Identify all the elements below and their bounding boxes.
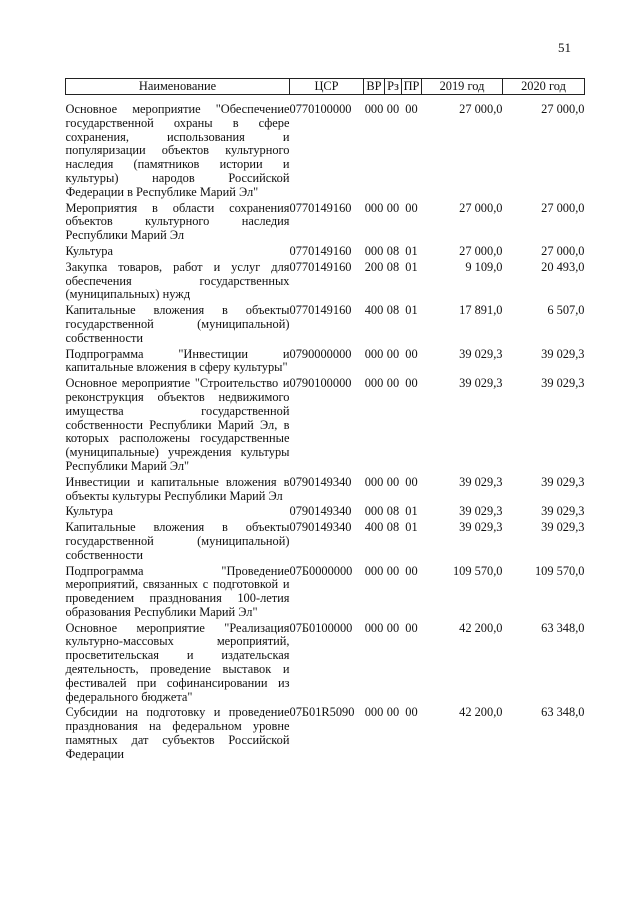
- header-name: Наименование: [66, 79, 290, 95]
- table-row: [66, 95, 585, 200]
- table-row: [66, 243, 585, 259]
- row-vr: 000: [364, 620, 384, 635]
- row-rz: 00: [386, 474, 400, 489]
- table-row: [66, 620, 585, 705]
- row-csr: 0790149340: [289, 474, 352, 489]
- row-vr: 000: [364, 200, 384, 215]
- row-amount-2019: 17 891,0: [459, 303, 503, 318]
- row-amount-2019: 27 000,0: [459, 200, 503, 215]
- row-csr: 0770149160: [289, 259, 352, 274]
- row-name: Капитальные вложения в объекты государственной (муниципальной) собственности: [65, 303, 290, 345]
- row-amount-2020: 20 493,0: [541, 259, 585, 274]
- row-amount-2019: 42 200,0: [459, 705, 503, 720]
- row-amount-2019: 39 029,3: [459, 376, 503, 391]
- row-rz: 08: [386, 259, 400, 274]
- row-amount-2020: 27 000,0: [541, 243, 585, 258]
- row-pr: 00: [405, 102, 418, 116]
- row-amount-2019: 9 109,0: [465, 259, 503, 274]
- row-vr: 000: [364, 504, 384, 519]
- table-row: [66, 503, 585, 519]
- table-row: [66, 563, 585, 620]
- table-row: [66, 346, 585, 376]
- row-name: Основное мероприятие "Реализация культурно-массовых мероприятий, просветительская и издательская деятельность, проведение выставок и фестивалей при софинансировании из федерального бюджета": [65, 620, 290, 704]
- row-amount-2019: 39 029,3: [459, 504, 503, 519]
- row-amount-2020: 27 000,0: [541, 200, 585, 215]
- row-name: Инвестиции и капитальные вложения в объекты культуры Республики Марий Эл: [65, 474, 290, 503]
- row-amount-2019: 42 200,0: [459, 620, 503, 635]
- header-vr: ВР: [364, 79, 385, 95]
- table-row: [66, 375, 585, 474]
- row-pr: 00: [405, 200, 418, 215]
- row-pr: 01: [405, 259, 418, 274]
- row-csr: 0770149160: [289, 243, 352, 258]
- row-csr: 0770100000: [289, 102, 352, 116]
- row-name: Субсидии на подготовку и проведение празднования на федеральном уровне памятных дат субъектов Российской Федерации: [65, 705, 290, 761]
- row-pr: 00: [405, 376, 418, 391]
- row-name: Подпрограмма "Проведение мероприятий, связанных с подготовкой и проведением празднования 100-летия образования Республики Марий Эл": [65, 563, 290, 619]
- row-csr: 0790149340: [289, 504, 352, 519]
- table-header: [66, 79, 585, 95]
- row-rz: 08: [386, 243, 400, 258]
- row-name: Культура: [65, 243, 113, 258]
- row-amount-2020: 39 029,3: [541, 474, 585, 489]
- table-row: [66, 259, 585, 302]
- table-row: [66, 704, 585, 761]
- table-row: [66, 474, 585, 504]
- row-rz: 08: [386, 520, 400, 535]
- row-amount-2019: 39 029,3: [459, 474, 503, 489]
- row-pr: 00: [405, 346, 418, 361]
- row-name: Закупка товаров, работ и услуг для обеспечения государственных (муниципальных) нужд: [65, 259, 290, 302]
- table-row: [66, 519, 585, 562]
- row-csr: 07Б0100000: [289, 620, 353, 635]
- row-csr: 0790000000: [289, 346, 352, 361]
- row-rz: 00: [386, 705, 400, 720]
- row-name: Мероприятия в области сохранения объектов культурного наследия Республики Марий Эл: [65, 200, 290, 243]
- row-amount-2020: 39 029,3: [541, 346, 585, 361]
- row-name: Основное мероприятие "Строительство и реконструкция объектов недвижимого имущества государственной собственности Республики Марий Эл, в которых расположены государственные (муниципальные) учреждения культуры Республики Марий Эл": [65, 376, 290, 473]
- row-amount-2020: 63 348,0: [541, 620, 585, 635]
- header-rz: Рз: [385, 79, 402, 95]
- header-2020: 2020 год: [503, 79, 585, 95]
- table-row: [66, 200, 585, 243]
- row-amount-2019: 39 029,3: [459, 346, 503, 361]
- row-vr: 200: [364, 259, 384, 274]
- row-rz: 08: [386, 504, 400, 519]
- row-rz: 00: [386, 102, 400, 116]
- row-csr: 0770149160: [289, 200, 352, 215]
- row-csr: 0790149340: [289, 520, 352, 535]
- row-rz: 00: [386, 346, 400, 361]
- row-amount-2020: 63 348,0: [541, 705, 585, 720]
- row-csr: 0770149160: [289, 303, 352, 318]
- row-vr: 000: [364, 376, 384, 391]
- budget-table: [65, 78, 585, 762]
- row-vr: 400: [364, 303, 384, 318]
- page-number: 51: [558, 40, 571, 55]
- row-vr: 000: [364, 474, 384, 489]
- row-amount-2020: 109 570,0: [534, 563, 585, 578]
- row-csr: 07Б0000000: [289, 563, 353, 578]
- row-vr: 000: [364, 346, 384, 361]
- row-rz: 00: [386, 563, 400, 578]
- row-amount-2020: 39 029,3: [541, 520, 585, 535]
- row-pr: 01: [405, 303, 418, 318]
- table-row: [66, 302, 585, 345]
- row-vr: 000: [364, 705, 384, 720]
- row-pr: 00: [405, 620, 418, 635]
- row-amount-2019: 27 000,0: [459, 102, 503, 116]
- row-pr: 00: [405, 705, 418, 720]
- header-csr: ЦСР: [290, 79, 364, 95]
- header-pr: ПР: [402, 79, 422, 95]
- row-name: Культура: [65, 504, 113, 519]
- row-pr: 01: [405, 504, 418, 519]
- row-amount-2019: 27 000,0: [459, 243, 503, 258]
- row-pr: 01: [405, 520, 418, 535]
- row-pr: 01: [405, 243, 418, 258]
- row-name: Основное мероприятие "Обеспечение государственной охраны в сфере сохранения, использования и популяризации объектов культурного наследия (памятников истории и культуры) народов Российской Федерации в Республике Марий Эл": [65, 102, 290, 199]
- row-amount-2020: 6 507,0: [547, 303, 585, 318]
- row-csr: 07Б01R5090: [289, 705, 355, 720]
- row-name: Подпрограмма "Инвестиции и капитальные вложения в сферу культуры": [65, 346, 290, 375]
- row-name: Капитальные вложения в объекты государственной (муниципальной) собственности: [65, 520, 290, 562]
- row-amount-2019: 109 570,0: [452, 563, 503, 578]
- row-amount-2020: 39 029,3: [541, 504, 585, 519]
- row-csr: 0790100000: [289, 376, 352, 391]
- row-vr: 000: [364, 243, 384, 258]
- row-amount-2020: 39 029,3: [541, 376, 585, 391]
- table-body: [66, 95, 585, 762]
- row-rz: 00: [386, 620, 400, 635]
- row-rz: 00: [386, 376, 400, 391]
- row-rz: 00: [386, 200, 400, 215]
- row-pr: 00: [405, 474, 418, 489]
- row-amount-2019: 39 029,3: [459, 520, 503, 535]
- row-vr: 000: [364, 102, 384, 116]
- header-2019: 2019 год: [422, 79, 503, 95]
- row-pr: 00: [405, 563, 418, 578]
- row-vr: 000: [364, 563, 384, 578]
- row-amount-2020: 27 000,0: [541, 102, 585, 116]
- row-vr: 400: [364, 520, 384, 535]
- row-rz: 08: [386, 303, 400, 318]
